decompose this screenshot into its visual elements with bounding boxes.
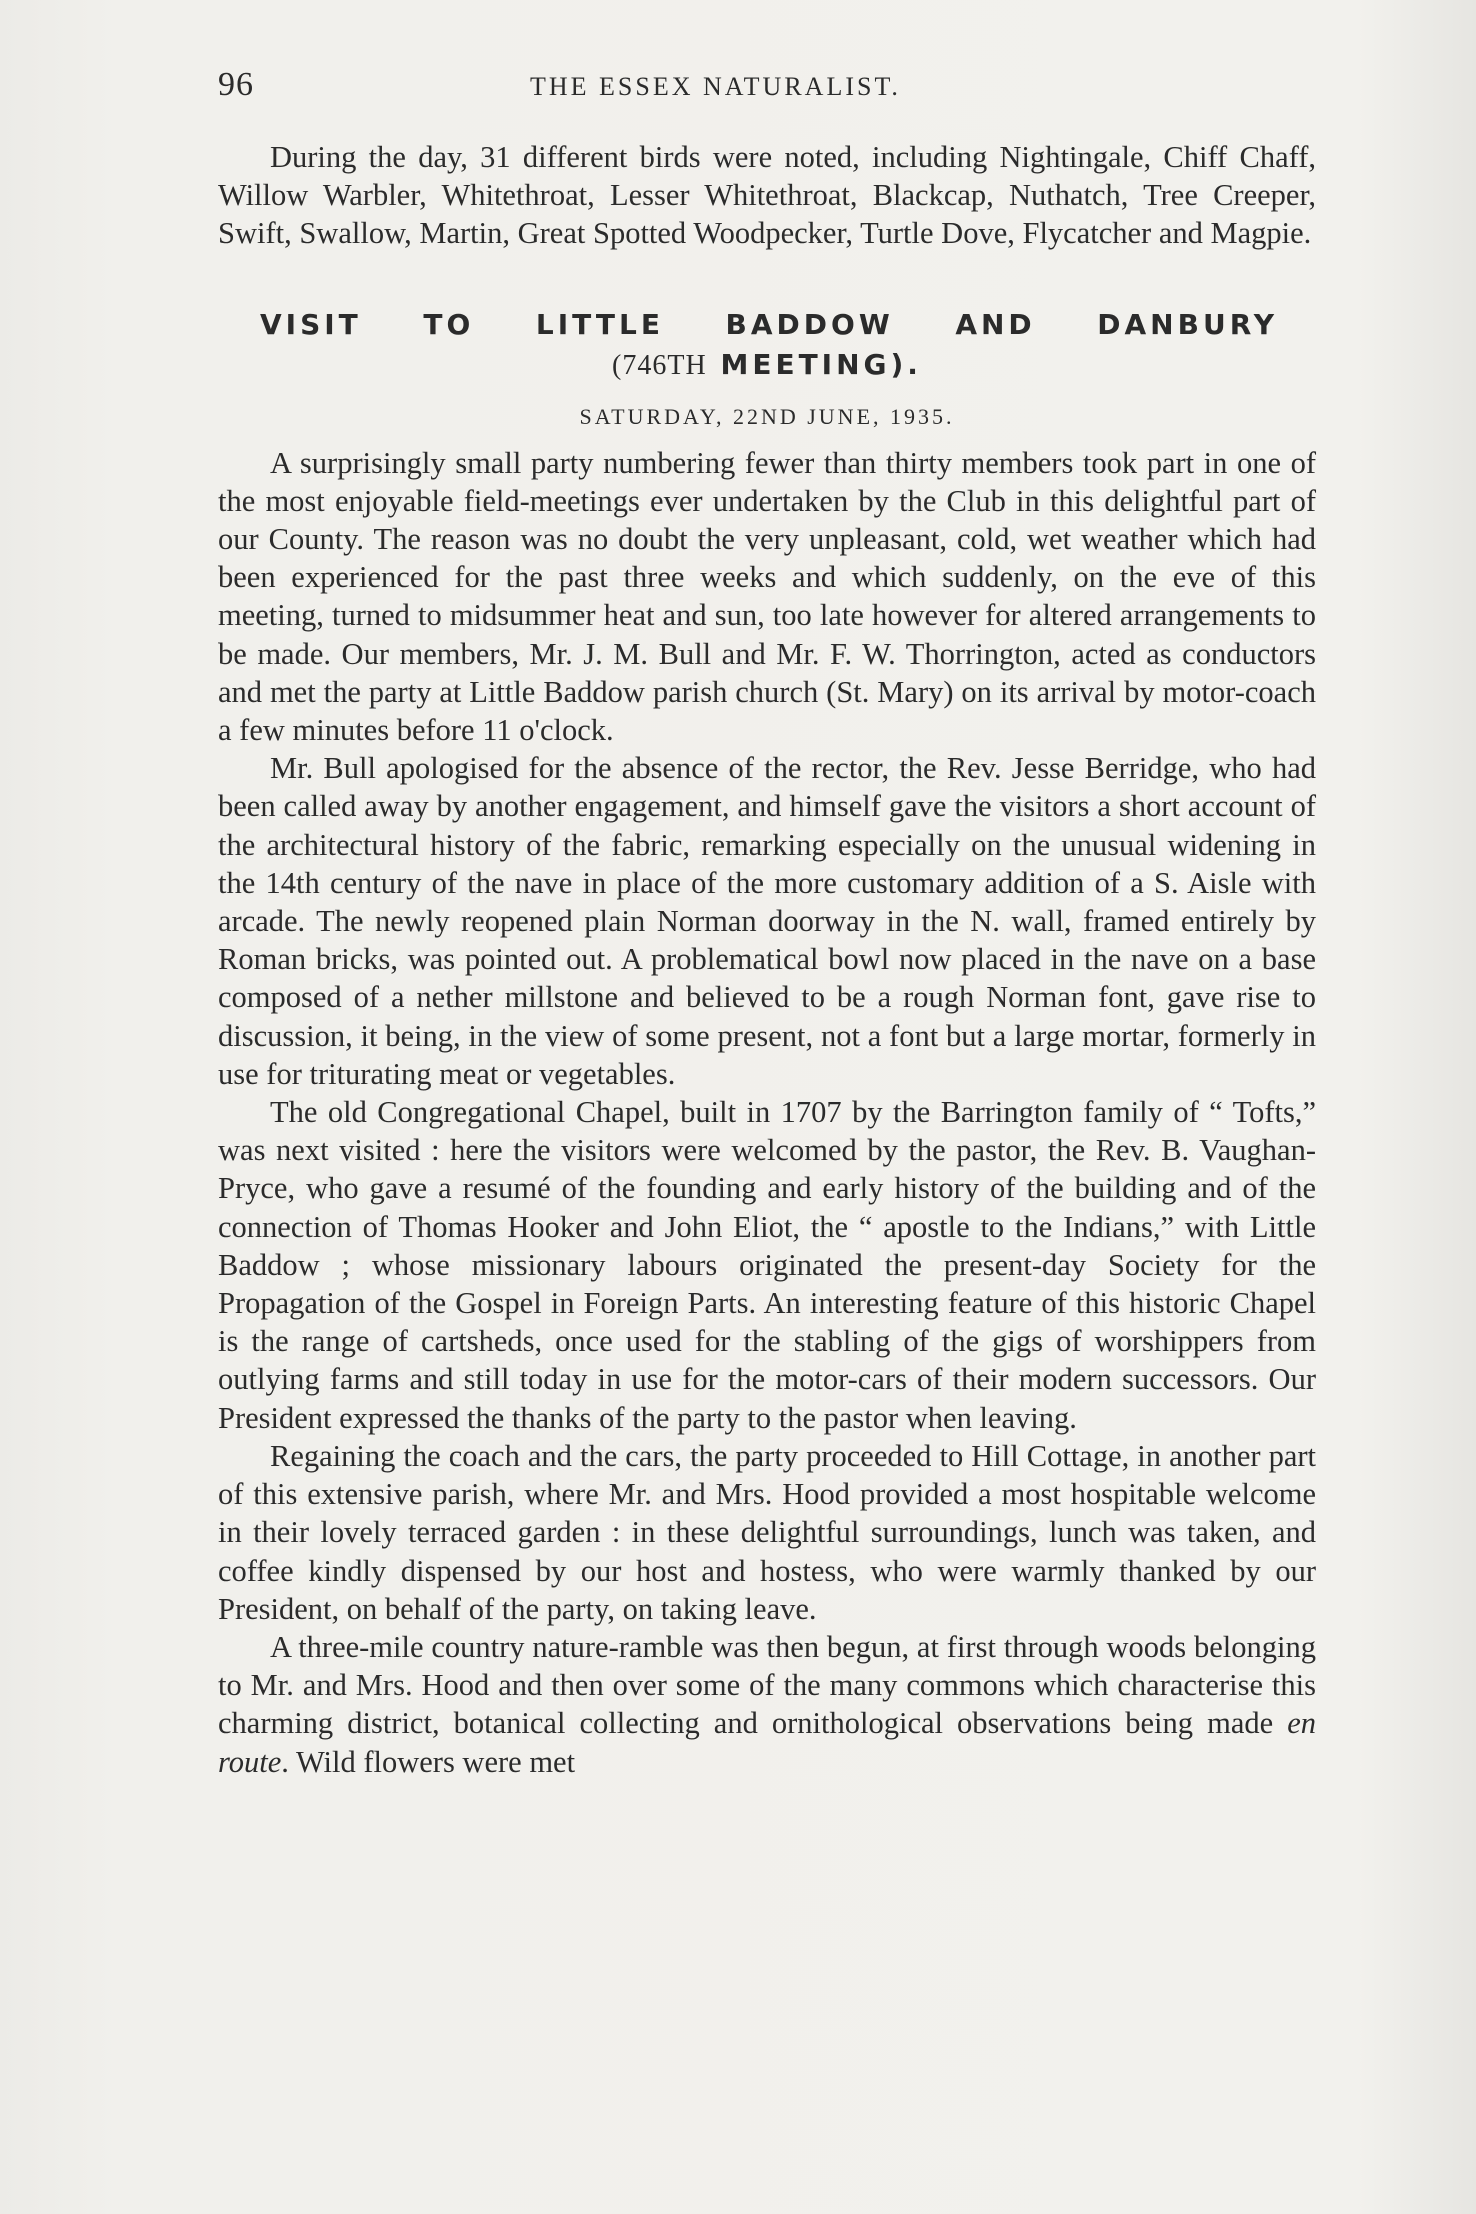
page-number: 96	[218, 66, 254, 103]
last-paragraph-tail: . Wild flowers were met	[281, 1744, 576, 1779]
last-paragraph	[218, 1628, 1316, 1781]
body-paragraph: Regaining the coach and the cars, the party proceeded to Hill Cottage, in another part of this extensive parish, where Mr. and Mrs. Hood provided a most hospitable welcome in their lovely terraced garden : in these delightful surroundings, lunch was taken, and coffee kindly dispensed by our host and hostess, who were warmly thanked by our President, on behalf of the party, on taking leave.	[218, 1438, 1316, 1626]
text-column	[218, 138, 1316, 1781]
section-title-line-1: VISIT TO LITTLE BADDOW AND DANBURY	[260, 307, 1278, 341]
last-paragraph-text: A three-mile country nature-ramble was then begun, at first through woods belonging to Mr. and Mrs. Hood and then over some of the many commons which characterise this charming district, botanical collecting and ornithological observations being made	[218, 1629, 1316, 1741]
meeting-number: (746TH	[612, 349, 707, 381]
running-head: THE ESSEX NATURALIST.	[530, 72, 901, 101]
body-paragraph: Mr. Bull apologised for the absence of the rector, the Rev. Jesse Berridge, who had been called away by another engagement, and himself gave the visitors a short account of the architectural history of the fabric, remarking especially on the unusual widening in the 14th century of the nave in place of the more customary addition of a S. Aisle with arcade. The newly reopened plain Norman doorway in the N. wall, framed entirely by Roman bricks, was pointed out. A problematical bowl now placed in the nave on a base composed of a nether millstone and believed to be a rough Norman font, gave rise to discussion, it being, in the view of some present, not a font but a large mortar, formerly in use for triturating meat or vegetables.	[218, 751, 1316, 1091]
body-paragraph: The old Congregational Chapel, built in 1707 by the Barrington family of “ Tofts,” was next visited : here the visitors were welcomed by the pastor, the Rev. B. Vaughan-Pryce, who gave a resumé of the founding and early history of the building and of the connection of Thomas Hooker and John Eliot, the “ apostle to the Indians,” with Little Baddow ; whose missionary labours originated the present-day Society for the Propagation of the Gospel in Foreign Parts. An interesting feature of this historic Chapel is the range of cartsheds, once used for the stabling of the gigs of worshippers from outlying farms and still today in use for the motor-cars of their modern successors. Our President expressed the thanks of the party to the pastor when leaving.	[218, 1095, 1316, 1435]
meeting-date: SATURDAY, 22ND JUNE, 1935.	[579, 403, 955, 429]
body-paragraph: A surprisingly small party numbering fewer than thirty members took part in one of the most enjoyable field-meetings ever undertaken by the Club in this delightful part of our County. The reason was no doubt the very unpleasant, cold, wet weather which had been experienced for the past three weeks and which suddenly, on the eve of this meeting, turned to midsummer heat and sun, too late however for altered arrangements to be made. Our members, Mr. J. M. Bull and Mr. F. W. Thorrington, acted as conductors and met the party at Little Baddow parish church (St. Mary) on its arrival by motor-coach a few minutes before 11 o'clock.	[218, 445, 1316, 748]
section-title-line-2	[218, 345, 1316, 386]
meeting-label: MEETING).	[720, 347, 922, 381]
section-title	[218, 305, 1316, 386]
intro-paragraph: During the day, 31 different birds were noted, including Nightingale, Chiff Chaff, Willow Warbler, Whitethroat, Lesser Whitethroat, Blackcap, Nuthatch, Tree Creeper, Swift, Swallow, Martin, Great Spotted Woodpecker, Turtle Dove, Flycatcher and Magpie.	[218, 140, 1316, 251]
italic-phrase: en route	[218, 1706, 1316, 1779]
